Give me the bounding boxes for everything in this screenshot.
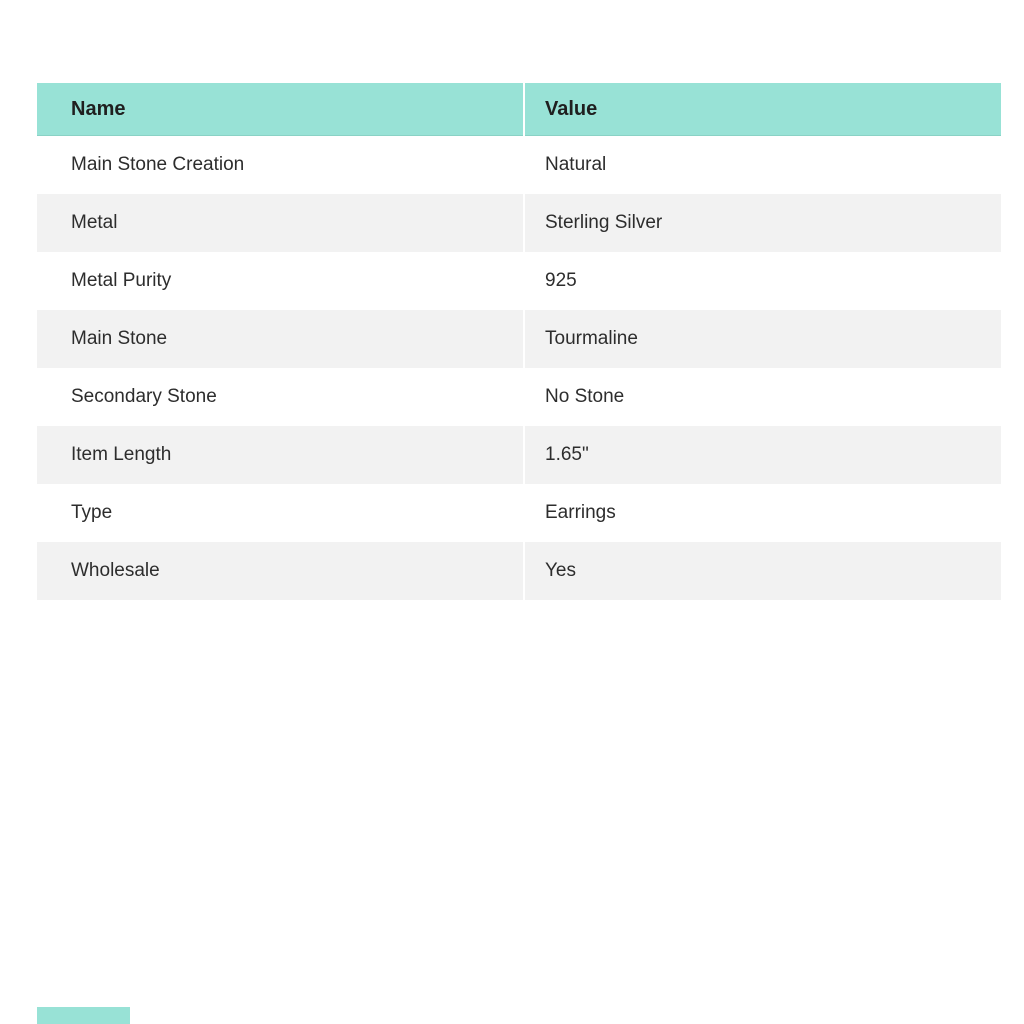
cutoff-next-table-header: [37, 1007, 130, 1024]
table-body: [37, 136, 1001, 600]
row-name-cell: Item Length: [37, 426, 523, 484]
row-value-cell: Natural: [545, 154, 607, 175]
row-value-cell: 925: [545, 270, 577, 291]
table-row: [37, 368, 1001, 426]
table-row: [37, 252, 1001, 310]
table-row: [37, 484, 1001, 542]
header-cell-name: Name: [37, 83, 523, 136]
table-row: [37, 542, 1001, 600]
row-value-cell: No Stone: [545, 386, 625, 407]
table-row: [37, 426, 1001, 484]
row-name-cell: Wholesale: [37, 542, 523, 600]
row-name-cell: Metal Purity: [71, 270, 172, 291]
spec-table: [37, 83, 1001, 600]
table-row: [37, 310, 1001, 368]
row-value-cell: Tourmaline: [525, 310, 1001, 368]
row-name-cell: Secondary Stone: [71, 386, 217, 407]
row-value-cell: 1.65": [525, 426, 1001, 484]
header-cell-value: Value: [525, 83, 1001, 136]
row-name-cell: Main Stone: [37, 310, 523, 368]
row-name-cell: Main Stone Creation: [71, 154, 245, 175]
row-value-cell: Earrings: [545, 502, 616, 523]
table-row: [37, 136, 1001, 194]
row-name-cell: Metal: [37, 194, 523, 252]
row-value-cell: Sterling Silver: [525, 194, 1001, 252]
row-value-cell: Yes: [525, 542, 1001, 600]
table-header-row: [37, 83, 1001, 136]
row-name-cell: Type: [71, 502, 113, 523]
table-row: [37, 194, 1001, 252]
